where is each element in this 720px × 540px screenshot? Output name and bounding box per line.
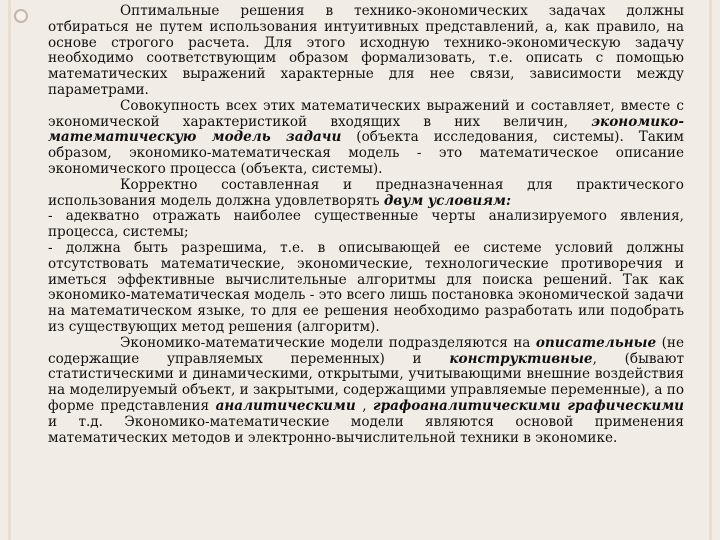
left-border-decoration [8,0,11,540]
paragraph-2 [48,99,684,178]
paragraph-3 [48,178,684,210]
paragraph-1 [48,4,684,99]
constructive-term: конструктивные [449,350,593,367]
right-border-decoration [709,0,712,540]
condition-2 [48,241,684,336]
graphoanalytical-term: графоаналитическими графическими [373,397,684,414]
circle-bullet-icon [14,9,28,23]
condition-1 [48,209,684,241]
paragraph-6-text-e: и т.д. Экономико-математические модели являются основой применения математических методов и электронно-вычислительной техники в экономике. [48,413,684,446]
economic-math-model-term: экономико-математическую модель задачи [48,113,684,146]
paragraph-6-text-c: , (бывают статистическими и динамическими, открытыми, учитывающими внешние воздействия на моделируемый объект, и закрытыми, содержащими управляемые переменные), а по форме представления [48,350,684,414]
paragraph-2-text-b: (объекта исследования, системы). Таким образом, экономико-математическая модель - это математическое описание экономического процесса (объекта, системы). [48,129,684,177]
two-conditions-term: двум условиям: [383,192,511,209]
condition-1-text: - адекватно отражать наиболее существенные черты анализируемого явления, процесса, системы; [48,208,684,241]
paragraph-6-text-b: (не содержащие управляемых переменных) и [48,334,684,367]
paragraph-3-text: Корректно составленная и предназначенная для практического использования модель должна удовлетворять [48,176,684,209]
paragraph-1-text: Оптимальные решения в технико-экономических задачах должны отбираться не путем использования интуитивных представлений, а, как правило, на основе строгого расчета. Для этого исходную технико-экономическую задачу необходимо соответствующим образом формализовать, т.е. описать с помощью математических выражений характерные для нее связи, зависимости между параметрами. [48,4,684,98]
analytical-term: аналитическими [215,397,356,414]
descriptive-term: описательные [535,334,657,351]
paragraph-2-text-a: Совокупность всех этих математических выражений и составляет, вместе с экономической характеристикой входящих в них величин, [48,97,684,130]
paragraph-6-text-d: , [355,397,374,414]
paragraph-6-text-a: Экономико-математические модели подразделяются на [120,334,536,351]
condition-2-text: - должна быть разрешима, т.е. в описывающей ее системе условий должны отсутствовать математические, экономические, технологические противоречия и иметься эффективные вычислительные алгоритмы для поиска решений. Так как экономико-математическая модель - это всего лишь постановка экономической задачи на математическом языке, то для ее решения необходимо разработать или подобрать из существующих метод решения (алгоритм). [48,239,684,335]
slide-body-text [48,4,684,536]
paragraph-6 [48,336,684,447]
